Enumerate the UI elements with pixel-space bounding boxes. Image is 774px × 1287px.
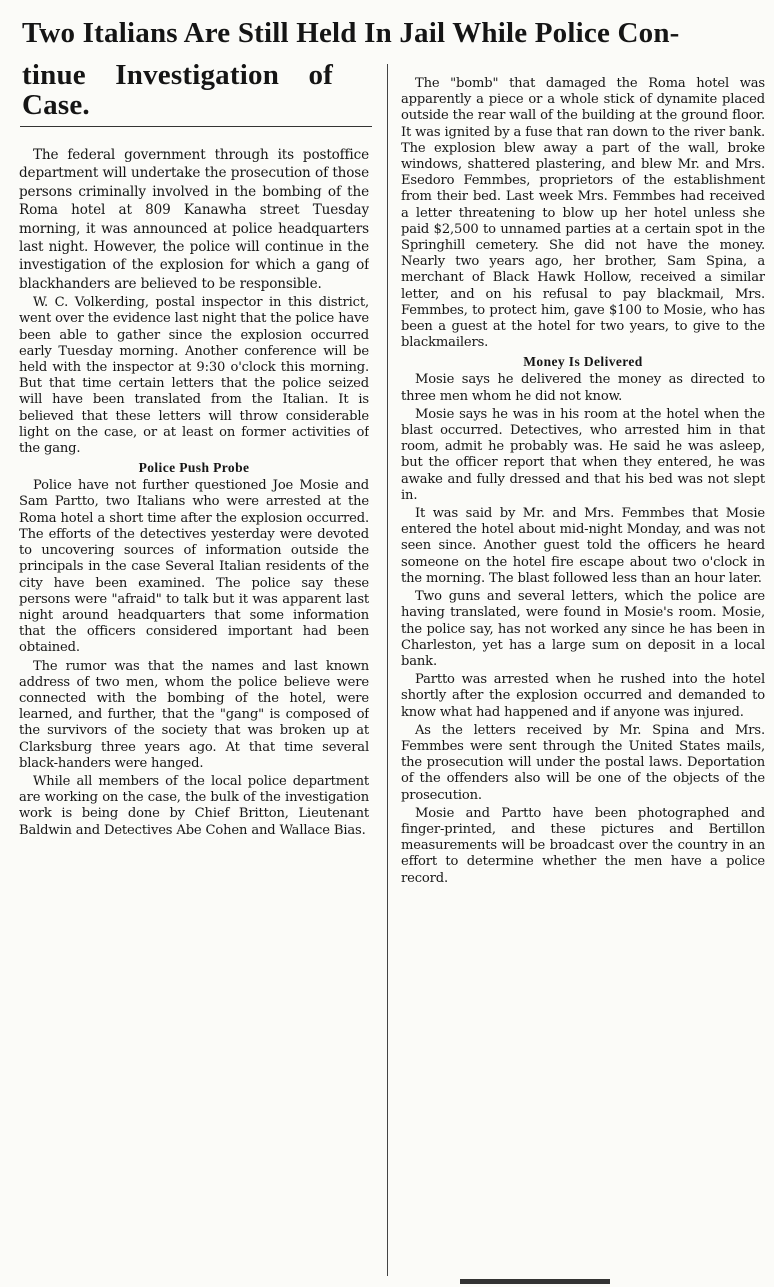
paragraph: While all members of the local police department are working on the case, the bulk of the investigation work is being done by Chief Britton, Lieutenant Baldwin and Detectives Abe Cohen and Wallace Bias. bbox=[19, 773, 369, 838]
paragraph: The "bomb" that damaged the Roma hotel was apparently a piece or a whole stick of dynamite placed outside the rear wall of the building at the ground floor. It was ignited by a fuse that ran down to the river bank. The explosion blew away a part of the wall, broke windows, shattered plastering, and blew Mr. and Mrs. Esedoro Femmbes, proprietors of the establishment from their bed. Last week Mrs. Femmbes had received a letter threatening to blow up her hotel unless she paid $2,500 to unnamed parties at a certain spot in the Springhill cemetery. She did not have the money. Nearly two years ago, her brother, Sam Spina, a merchant of Black Hawk Hollow, received a similar letter, and on his refusal to pay blackmail, Mrs. Femmbes, to protect him, gave $100 to Mosie, who has been a guest at the hotel for two years, to give to the blackmailers. bbox=[401, 76, 765, 351]
headline-line-2: tinue Investigation of bbox=[22, 59, 334, 91]
article-column-right bbox=[401, 76, 765, 887]
subheading: Money Is Delivered bbox=[523, 354, 643, 370]
paragraph: It was said by Mr. and Mrs. Femmbes that Mosie entered the hotel about mid-night Monday, and was not seen since. Another guest told the officers he heard someone on the hotel fire escape about two o'clock in the morning. The blast followed less than an hour later. bbox=[401, 506, 765, 586]
paragraph: Mosie and Partto have been photographed and finger-printed, and these pictures and Bertillon measurements will be broadcast over the country in an effort to determine whether the men have a police record. bbox=[401, 805, 765, 886]
subheading: Police Push Probe bbox=[138, 460, 250, 476]
column-divider bbox=[387, 64, 388, 1276]
paragraph: Mosie says he delivered the money as directed to three men whom he did not know. bbox=[401, 372, 765, 404]
paragraph: W. C. Volkerding, postal inspector in this district, went over the evidence last night that the police have been able to gather since the explosion occurred early Tuesday morning. Another conference will be held with the inspector at 9:30 o'clock this morning. But that time certain letters that the police seized will have been translated from the Italian. It is believed that these letters will throw considerable light on the case, or at least on former activities of the gang. bbox=[19, 295, 369, 457]
paragraph: Mosie says he was in his room at the hotel when the blast occurred. Detectives, who arrested him in that room, admit he probably was. He said he was asleep, but the officer report that when they entered, he was awake and fully dressed and that his bed was not slept in. bbox=[401, 406, 765, 503]
paragraph: The rumor was that the names and last known address of two men, whom the police believe were connected with the bombing of the hotel, were learned, and further, that the "gang" is composed of the survivors of the society that was broken up at Clarksburg three years ago. At that time several black-handers were hanged. bbox=[19, 658, 369, 771]
paragraph: Partto was arrested when he rushed into the hotel shortly after the explosion occurred and demanded to know what had happened and if anyone was injured. bbox=[401, 672, 765, 720]
headline-line-3: Case. bbox=[22, 89, 90, 121]
paragraph: Police have not further questioned Joe Mosie and Sam Partto, two Italians who were arrested at the Roma hotel a short time after the explosion occurred. The efforts of the detectives yesterday were devoted to uncovering sources of information outside the principals in the case Several Italian residents of the city have been examined. The police say these persons were "afraid" to talk but it was apparent last night around headquarters that some information that the officers considered important had been obtained. bbox=[19, 478, 369, 656]
headline-line-1: Two Italians Are Still Held In Jail While Police Con- bbox=[22, 17, 680, 49]
article-column-left bbox=[19, 146, 369, 839]
bottom-rule-fragment bbox=[460, 1279, 610, 1284]
paragraph: Two guns and several letters, which the police are having translated, were found in Mosie's room. Mosie, the police say, has not worked any since he has been in Charleston, yet has a large sum on deposit in a local bank. bbox=[401, 589, 765, 669]
headline-rule bbox=[20, 126, 372, 127]
paragraph: As the letters received by Mr. Spina and Mrs. Femmbes were sent through the United States mails, the prosecution will under the postal laws. Deportation of the offenders also will be one of the objects of the prosecution. bbox=[401, 722, 765, 803]
paragraph: The federal government through its postoffice department will undertake the prosecution of those persons criminally involved in the bombing of the Roma hotel at 809 Kanawha street Tuesday morning, it was announced at police headquarters last night. However, the police will continue in the investigation of the explosion for which a gang of blackhanders are believed to be responsible. bbox=[19, 147, 369, 292]
